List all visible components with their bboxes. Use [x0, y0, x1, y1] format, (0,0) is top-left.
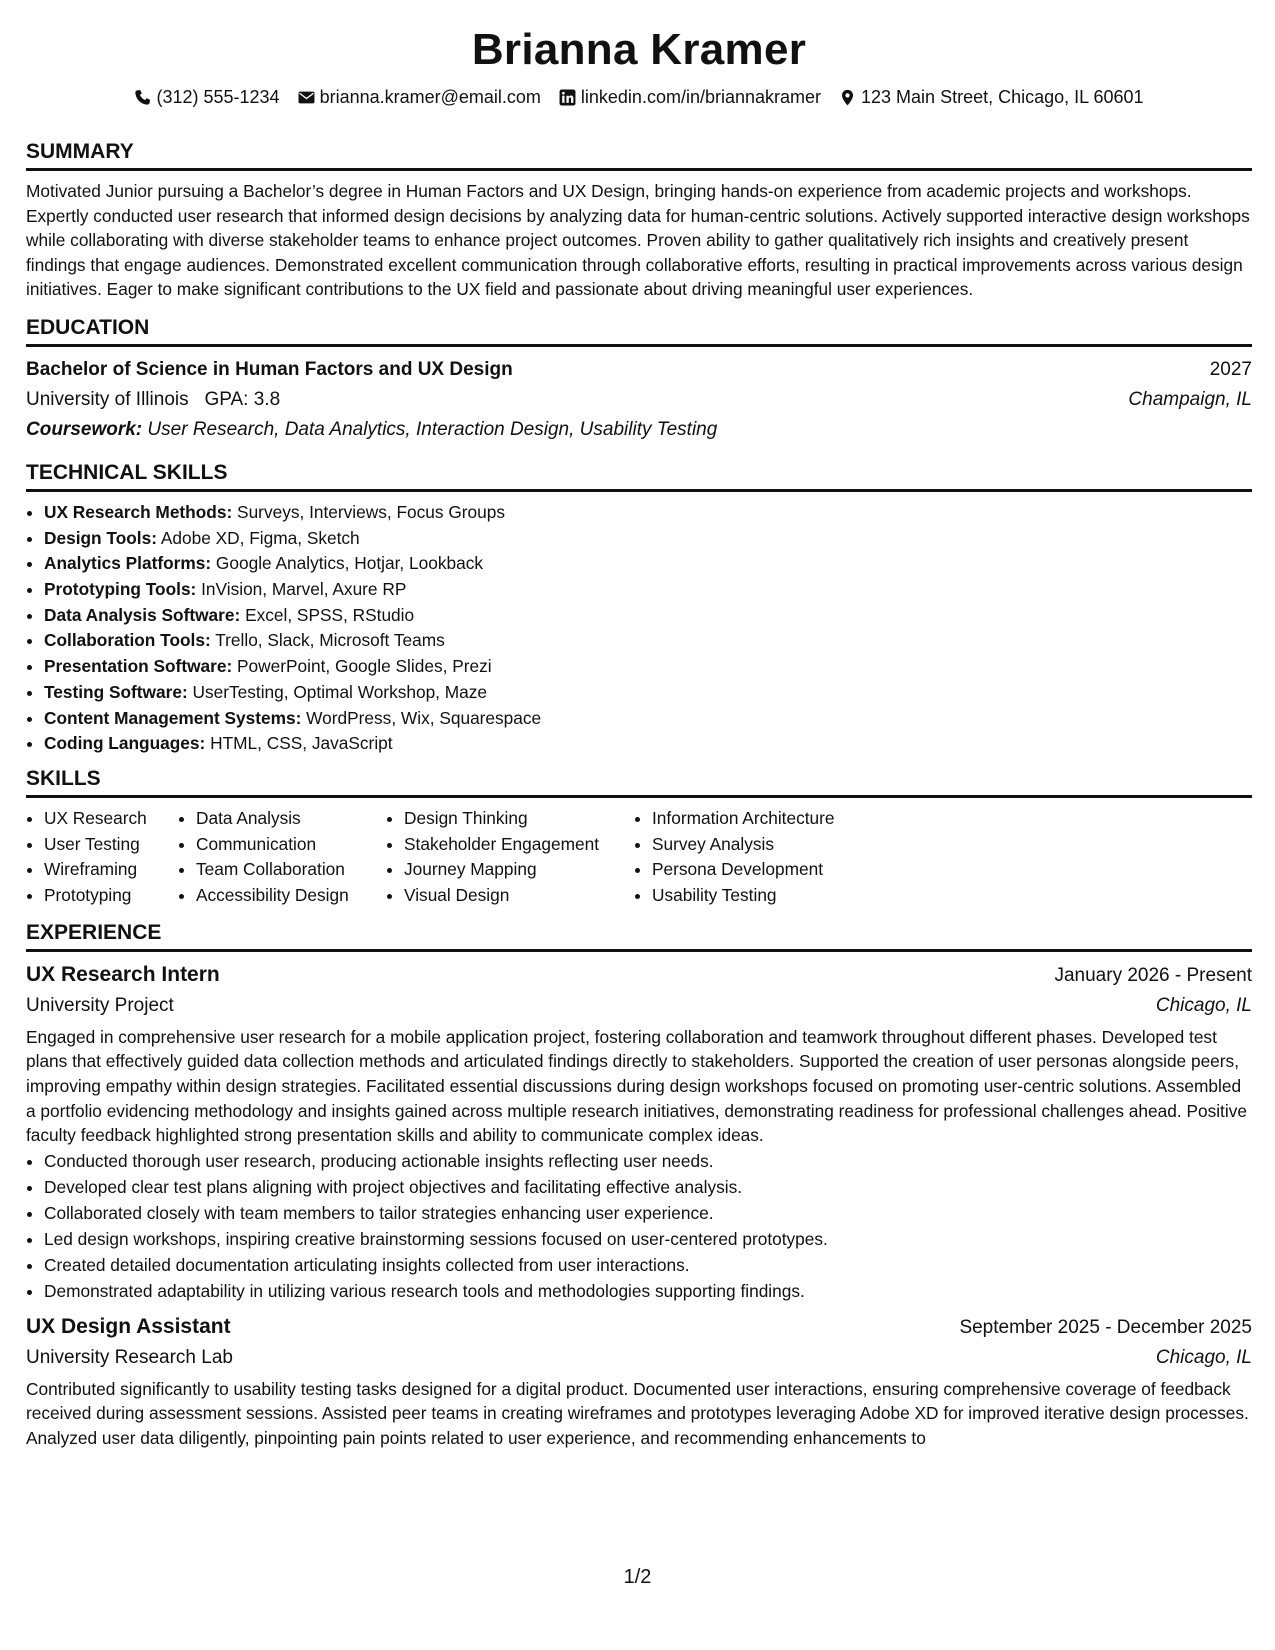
job-location: Chicago, IL [1155, 994, 1252, 1016]
job-dates: September 2025 - December 2025 [959, 1316, 1252, 1338]
summary-heading: SUMMARY [26, 140, 134, 163]
skill-values: Adobe XD, Figma, Sketch [160, 527, 360, 548]
skills-column [178, 806, 386, 909]
contact-address [839, 87, 1144, 108]
skill-category: Analytics Platforms: [44, 553, 212, 574]
skills-column [26, 806, 178, 909]
technical-skills-section [26, 459, 1252, 757]
list-item: • Wireframing [44, 857, 178, 883]
skills-column [386, 806, 634, 909]
job-title: UX Research Intern [26, 962, 220, 986]
list-item: • Stakeholder Engagement [404, 832, 634, 858]
list-item [44, 628, 1252, 654]
section-divider [26, 168, 1252, 171]
graduation-year: 2027 [1209, 358, 1252, 380]
list-item: • Communication [196, 832, 386, 858]
list-item: • Design Thinking [404, 806, 634, 832]
technical-skills-list [26, 500, 1252, 757]
skill-values: PowerPoint, Google Slides, Prezi [237, 656, 492, 677]
skill-values: Excel, SPSS, RStudio [245, 604, 415, 625]
list-item: • Accessibility Design [196, 883, 386, 909]
coursework-list: User Research, Data Analytics, Interaction Design, Usability Testing [147, 418, 718, 440]
skill-category: Presentation Software: [44, 656, 233, 677]
list-item: • Led design workshops, inspiring creative brainstorming sessions focused on user-centered prototypes. [44, 1226, 1252, 1252]
email-text: brianna.kramer@email.com [319, 86, 541, 107]
list-item: • UX Research [44, 806, 178, 832]
job-entry [26, 1312, 1252, 1451]
list-item: • Created detailed documentation articulating insights collected from user interactions. [44, 1252, 1252, 1278]
list-item [44, 526, 1252, 552]
skill-category: Coding Languages: [44, 733, 206, 754]
skill-category: Collaboration Tools: [44, 630, 211, 651]
envelope-icon [298, 89, 315, 106]
list-item: • Collaborated closely with team members to tailor strategies enhancing user experience. [44, 1200, 1252, 1226]
summary-section [26, 138, 1252, 302]
list-item: • Journey Mapping [404, 857, 634, 883]
page-number: 1/2 [623, 1566, 652, 1588]
skill-category: Testing Software: [44, 681, 188, 702]
skill-category: Content Management Systems: [44, 707, 302, 728]
job-organization: University Research Lab [26, 1346, 233, 1368]
skill-category: Data Analysis Software: [44, 604, 241, 625]
technical-skills-heading: TECHNICAL SKILLS [26, 460, 228, 484]
list-item: • Persona Development [652, 857, 912, 883]
section-divider [26, 795, 1252, 798]
list-item: • Usability Testing [652, 883, 912, 909]
school-location: Champaign, IL [1128, 388, 1252, 410]
phone-text: (312) 555-1234 [156, 86, 280, 107]
education-section [26, 314, 1252, 445]
skills-section [26, 765, 1252, 909]
list-item: • Demonstrated adaptability in utilizing various research tools and methodologies supporting findings. [44, 1278, 1252, 1304]
summary-text: Motivated Junior pursuing a Bachelor’s degree in Human Factors and UX Design, bringing hands-on experience from academic projects and workshops. Expertly conducted user research that informed design decisions by analyzing data for human-centric solutions. Actively supported interactive design workshops while collaborating with diverse stakeholder teams to enhance project outcomes. Proven ability to gather qualitatively rich insights and creatively present findings that engage audiences. Demonstrated excellent communication through collaborative efforts, resulting in practical improvements across various design initiatives. Eager to make significant contributions to the UX field and passionate about driving meaningful user experiences. [26, 181, 1250, 300]
skill-values: Google Analytics, Hotjar, Lookback [215, 553, 483, 574]
section-divider [26, 489, 1252, 492]
list-item [44, 551, 1252, 577]
skills-heading: SKILLS [26, 767, 101, 790]
degree-title: Bachelor of Science in Human Factors and UX Design [26, 358, 513, 380]
section-divider [26, 344, 1252, 347]
contact-email [298, 87, 541, 108]
phone-icon [134, 89, 151, 106]
job-entry [26, 960, 1252, 1304]
linkedin-text: linkedin.com/in/briannakramer [580, 86, 822, 107]
job-description: Engaged in comprehensive user research for a mobile application project, fostering collaboration and teamwork throughout different phases. Developed test plans that effectively guided data collection methods and articulated findings directly to stakeholders. Supported the creation of user personas alongside peers, improving empathy within design strategies. Facilitated essential discussions during design workshops focused on promoting user-centric solutions. Assembled a portfolio evidencing methodology and insights gained across multiple research initiatives, demonstrating readiness for professional challenges ahead. Positive faculty feedback highlighted strong presentation skills and ability to communicate complex ideas. [26, 1026, 1247, 1146]
contact-phone [134, 87, 279, 108]
skill-category: UX Research Methods: [44, 501, 233, 522]
education-heading: EDUCATION [26, 315, 150, 339]
degree-row [26, 355, 1252, 385]
school-row [26, 385, 1252, 415]
job-title: UX Design Assistant [26, 1314, 231, 1338]
resume-page [26, 0, 1252, 1451]
list-item: • Team Collaboration [196, 857, 386, 883]
list-item: • Survey Analysis [652, 832, 912, 858]
skill-values: Surveys, Interviews, Focus Groups [237, 501, 505, 522]
gpa: GPA: 3.8 [204, 388, 281, 410]
skill-category: Design Tools: [44, 527, 157, 548]
skill-values: HTML, CSS, JavaScript [210, 733, 393, 754]
experience-heading: EXPERIENCE [26, 920, 162, 944]
job-title-row [26, 960, 1252, 991]
skill-category: Prototyping Tools: [44, 579, 197, 600]
list-item [44, 500, 1252, 526]
list-item [44, 731, 1252, 757]
skill-values: InVision, Marvel, Axure RP [201, 579, 407, 600]
experience-section [26, 919, 1252, 1451]
job-org-row [26, 991, 1252, 1021]
skills-grid [26, 806, 1252, 909]
list-item [44, 654, 1252, 680]
list-item: • Information Architecture [652, 806, 912, 832]
job-organization: University Project [26, 994, 174, 1016]
contact-linkedin [559, 87, 821, 108]
job-description: Contributed significantly to usability testing tasks designed for a digital product. Documented user interactions, ensuring comprehensive coverage of feedback received during assessment sessions. Assisted peer teams in creating wireframes and prototypes leveraging Adobe XD for improved iterative design processes. Analyzed user data diligently, pinpointing pain points related to user experience, and recommending enhancements to [26, 1378, 1249, 1448]
list-item: • Prototyping [44, 883, 178, 909]
list-item: • Data Analysis [196, 806, 386, 832]
linkedin-icon [559, 89, 576, 106]
list-item [44, 706, 1252, 732]
job-dates: January 2026 - Present [1054, 964, 1252, 986]
school-info [26, 385, 280, 415]
candidate-name: Brianna Kramer [471, 25, 807, 74]
coursework-row [26, 415, 1252, 445]
list-item [44, 577, 1252, 603]
skill-values: UserTesting, Optimal Workshop, Maze [192, 681, 488, 702]
school-name: University of Illinois [26, 388, 189, 410]
job-title-row [26, 1312, 1252, 1343]
job-location: Chicago, IL [1155, 1346, 1252, 1368]
section-divider [26, 949, 1252, 952]
job-bullets [26, 1148, 1252, 1304]
list-item: • Conducted thorough user research, producing actionable insights reflecting user needs. [44, 1148, 1252, 1174]
skills-column [634, 806, 912, 909]
list-item [44, 603, 1252, 629]
address-text: 123 Main Street, Chicago, IL 60601 [861, 86, 1144, 107]
skill-values: Trello, Slack, Microsoft Teams [215, 630, 445, 651]
contact-bar [26, 84, 1252, 110]
list-item [44, 680, 1252, 706]
job-org-row [26, 1343, 1252, 1373]
skill-values: WordPress, Wix, Squarespace [306, 707, 542, 728]
list-item: • User Testing [44, 832, 178, 858]
map-pin-icon [839, 89, 856, 106]
coursework-label: Coursework: [26, 418, 143, 440]
list-item: • Developed clear test plans aligning with project objectives and facilitating effective analysis. [44, 1174, 1252, 1200]
list-item: • Visual Design [404, 883, 634, 909]
